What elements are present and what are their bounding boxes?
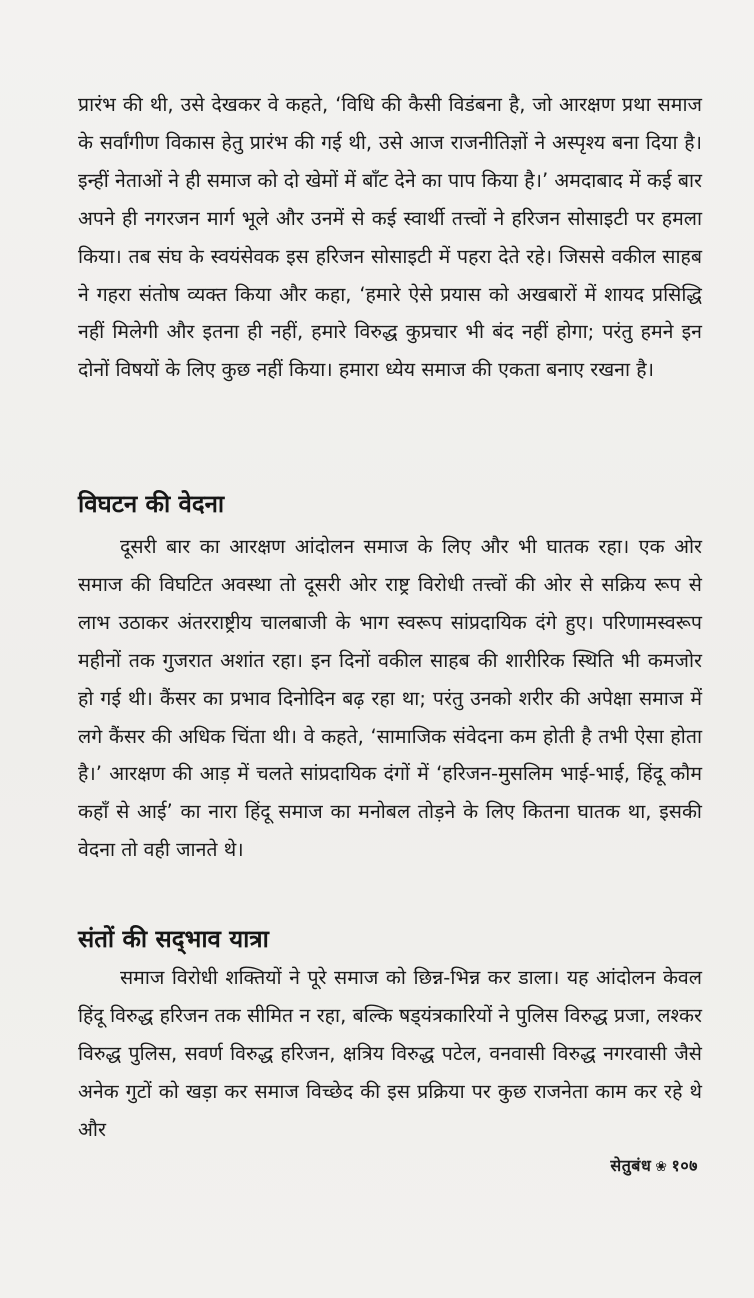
flower-ornament-icon: ❀ bbox=[655, 1159, 668, 1175]
footer-book-title: सेतुबंध bbox=[610, 1156, 652, 1175]
page-number: १०७ bbox=[671, 1156, 698, 1175]
paragraph-3: समाज विरोधी शक्तियों ने पूरे समाज को छिन्न-भिन्न कर डाला। यह आंदोलन केवल हिंदू विरुद्ध हरिजन तक सीमित न रहा, बल्कि षड्‌यंत्रकारियों ने पुलिस विरुद्ध प्रजा, लश्कर विरुद्ध पुलिस, सवर्ण विरुद्ध हरिजन, क्षत्रिय विरुद्ध पटेल, वनवासी विरुद्ध नगरवासी जैसे अनेक गुटों को खड़ा कर समाज विच्छेद की इस प्रक्रिया पर कुछ राजनेता काम कर रहे थे और bbox=[78, 966, 702, 1141]
section-heading-vighatan: विघटन की वेदना bbox=[78, 490, 225, 518]
paragraph-1: प्रारंभ की थी, उसे देखकर वे कहते, ‘विधि की कैसी विडंबना है, जो आरक्षण प्रथा समाज के सर्वांगीण विकास हेतु प्रारंभ की गई थी, उसे आज राजनीतिज्ञों ने अस्पृश्य बना दिया है। इन्हीं नेताओं ने ही समाज को दो खेमों में बाँट देने का पाप किया है।’ अमदाबाद में कई बार अपने ही नगरजन मार्ग भूले और उनमें से कई स्वार्थी तत्त्वों ने हरिजन सोसाइटी पर हमला किया। तब संघ के स्वयंसेवक इस हरिजन सोसाइटी में पहरा देते रहे। जिससे वकील साहब ने गहरा संतोष व्यक्त किया और कहा, ‘हमारे ऐसे प्रयास को अखबारों में शायद प्रसिद्धि नहीं मिलेगी और इतना ही नहीं, हमारे विरुद्ध कुप्रचार भी बंद नहीं होगा; परंतु हमने इन दोनों विषयों के लिए कुछ नहीं किया। हमारा ध्येय समाज की एकता बनाए रखना है। bbox=[78, 93, 702, 382]
page-footer bbox=[610, 1154, 698, 1176]
section-heading-sadbhav-yatra: संतों की सद्‌भाव यात्रा bbox=[78, 925, 269, 953]
paragraph-2: दूसरी बार का आरक्षण आंदोलन समाज के लिए और भी घातक रहा। एक ओर समाज की विघटित अवस्था तो दूसरी ओर राष्ट्र विरोधी तत्त्वों की ओर से सक्रिय रूप से लाभ उठाकर अंतरराष्ट्रीय चालबाजी के भाग स्वरूप सांप्रदायिक दंगे हुए। परिणामस्वरूप महीनों तक गुजरात अशांत रहा। इन दिनों वकील साहब की शारीरिक स्थिति भी कमजोर हो गई थी। कैंसर का प्रभाव दिनोदिन बढ़ रहा था; परंतु उनको शरीर की अपेक्षा समाज में लगे कैंसर की अधिक चिंता थी। वे कहते, ‘सामाजिक संवेदना कम होती है तभी ऐसा होता है।’ आरक्षण की आड़ में चलते सांप्रदायिक दंगों में ‘हरिजन-मुसलिम भाई-भाई, हिंदू कौम कहाँ से आई’ का नारा हिंदू समाज का मनोबल तोड़ने के लिए कितना घातक था, इसकी वेदना तो वही जानते थे। bbox=[78, 535, 702, 862]
